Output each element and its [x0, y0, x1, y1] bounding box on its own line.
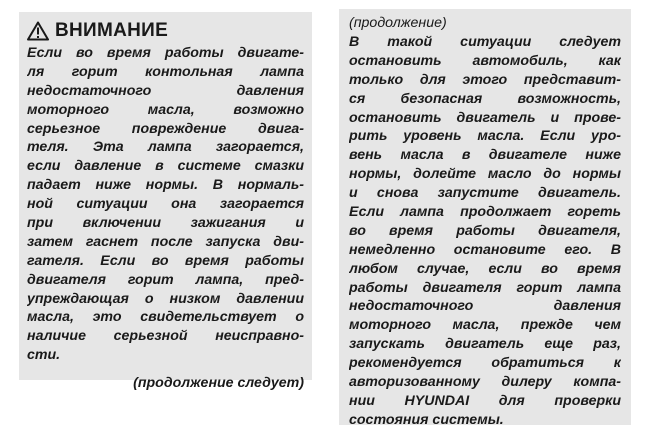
body-line: рекомендуется обратиться к: [349, 355, 621, 372]
body-line: Если во время работы двигате-: [27, 45, 304, 61]
body-line: двигателя горит лампа, пред-: [27, 271, 304, 288]
body-line: упреждающая о низком давлении: [27, 290, 304, 307]
body-line: гателя. Если во время работы: [27, 252, 304, 269]
body-line: любом случае, если во время: [349, 260, 621, 277]
body-line: авторизованному дилеру компа-: [349, 374, 621, 391]
continued-label: (продолжение следует): [133, 375, 304, 392]
warning-body-left: [27, 44, 304, 365]
body-line: Если лампа продолжает гореть: [349, 204, 621, 221]
body-line: серьезное повреждение двига-: [27, 120, 304, 137]
body-line: ной ситуации она загорается: [27, 196, 304, 213]
body-line: состояния системы.: [349, 411, 504, 428]
warning-body-right: [349, 33, 621, 430]
body-line: ся безопасная возможность,: [349, 90, 621, 107]
body-line: остановить автомобиль, как: [349, 52, 621, 69]
body-line: моторного масла, возможно: [27, 101, 304, 118]
body-line: вень масла в двигателе ниже: [349, 147, 621, 164]
body-line: затем гаснет после запуска дви-: [27, 233, 304, 250]
warning-heading: [27, 19, 304, 43]
body-line: теля. Эта лампа загорается,: [27, 139, 304, 156]
body-line: масла, это свидетельствует о: [27, 309, 304, 326]
continuation-label: (продолжение): [349, 15, 447, 31]
warning-heading-text: ВНИМАНИЕ: [55, 20, 169, 41]
body-line: ля горит контольная лампа: [27, 63, 304, 80]
body-line: только для этого представит-: [349, 71, 621, 88]
body-line: сти.: [27, 347, 61, 364]
warning-box-left: [19, 12, 312, 392]
body-line: во время работы двигателя,: [349, 222, 621, 239]
body-line: остановить двигатель и прове-: [349, 109, 621, 126]
body-line: недостаточного давления: [27, 82, 304, 99]
body-line: запускать двигатель еще раз,: [349, 336, 621, 353]
body-line: моторного масла, прежде чем: [349, 317, 621, 334]
body-line: В такой ситуации следует: [349, 34, 621, 50]
body-line: недостаточного давления: [349, 298, 621, 315]
warning-triangle-icon: [27, 21, 49, 41]
body-line: при включении зажигания и: [27, 215, 304, 232]
body-line: наличие серьезной неисправно-: [27, 328, 304, 345]
body-line: и снова запустите двигатель.: [349, 185, 621, 202]
body-line: работы двигателя горит лампа: [349, 279, 621, 296]
body-line: нормы, долейте масло до нормы: [349, 166, 621, 183]
body-line: немедленно остановите его. В: [349, 241, 621, 258]
body-line: если давление в системе смазки: [27, 158, 304, 175]
body-line: падает ниже нормы. В нормаль-: [27, 177, 304, 194]
body-line: рить уровень масла. Если уро-: [349, 128, 621, 145]
warning-box-right: [339, 9, 631, 428]
body-line: нии HYUNDAI для проверки: [349, 392, 621, 409]
